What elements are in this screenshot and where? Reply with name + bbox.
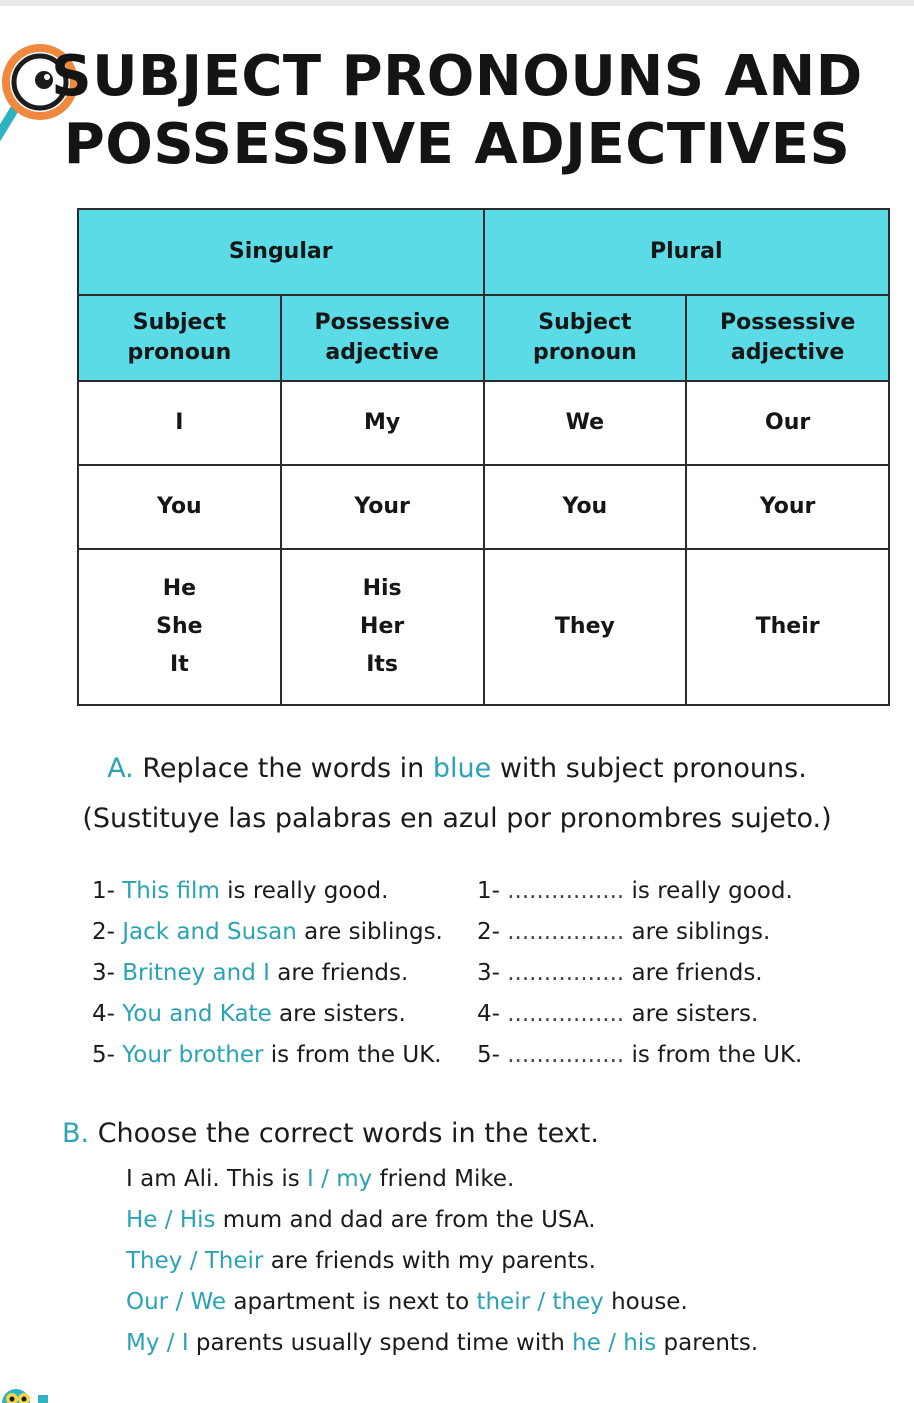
section-a-instruction: A. Replace the words in blue with subject pronouns. [107, 753, 807, 784]
top-edge-bar [0, 0, 914, 6]
sentence-text: mum and dad are from the USA. [215, 1207, 596, 1233]
list-item [126, 1248, 758, 1289]
answer-blank[interactable]: ................ [507, 1042, 625, 1068]
list-item [126, 1289, 758, 1330]
answer-blank[interactable]: ................ [507, 1001, 625, 1027]
subheader-singular-subject: Subject pronoun [78, 295, 281, 381]
table-cell: We [484, 381, 687, 465]
header-singular: Singular [78, 209, 484, 295]
table-cell: My [281, 381, 484, 465]
word-choice[interactable]: My / I [126, 1330, 189, 1356]
word-choice[interactable]: their / they [476, 1289, 604, 1315]
page-title-line-2: POSSESSIVE ADJECTIVES [63, 112, 851, 177]
sentence-text: apartment is next to [226, 1289, 477, 1315]
table-cell: His Her Its [281, 549, 484, 705]
exercise-b-text [126, 1166, 758, 1371]
table-row [78, 381, 889, 465]
subheader-plural-possessive: Possessive adjective [686, 295, 889, 381]
table-cell: They [484, 549, 687, 705]
sentence-text: parents usually spend time with [188, 1330, 573, 1356]
table-cell: I [78, 381, 281, 465]
section-b-instruction: B. Choose the correct words in the text. [62, 1118, 599, 1149]
sentence-text: house. [603, 1289, 688, 1315]
sentence-text: I am Ali. This is [126, 1166, 308, 1192]
subheader-singular-possessive: Possessive adjective [281, 295, 484, 381]
header-plural: Plural [484, 209, 890, 295]
table-cell: Our [686, 381, 889, 465]
answer-blank[interactable]: ................ [507, 960, 625, 986]
word-choice[interactable]: They / Their [126, 1248, 264, 1274]
answer-blank[interactable]: ................ [507, 919, 625, 945]
word-choice[interactable]: He / His [126, 1207, 216, 1233]
sentence-text: parents. [656, 1330, 759, 1356]
word-choice[interactable]: I / my [307, 1166, 373, 1192]
table-cell: He She It [78, 549, 281, 705]
list-item [126, 1330, 758, 1371]
mascot-icon [0, 1383, 56, 1403]
subheader-plural-subject: Subject pronoun [484, 295, 687, 381]
list-item [126, 1207, 758, 1248]
answer-blank[interactable]: ................ [507, 878, 625, 904]
table-cell: You [78, 465, 281, 549]
sentence-text: are friends with my parents. [263, 1248, 596, 1274]
table-cell: Your [281, 465, 484, 549]
table-row [78, 465, 889, 549]
table-row [78, 549, 889, 705]
section-a-translation: (Sustituye las palabras en azul por pronombres sujeto.) [82, 803, 832, 834]
table-cell: Their [686, 549, 889, 705]
list-item [126, 1166, 758, 1207]
word-choice[interactable]: he / his [572, 1330, 657, 1356]
table-cell: Your [686, 465, 889, 549]
table-cell: You [484, 465, 687, 549]
pronoun-table [77, 208, 890, 706]
sentence-text: friend Mike. [372, 1166, 515, 1192]
page-title-line-1: SUBJECT PRONOUNS AND [51, 44, 863, 109]
word-choice[interactable]: Our / We [126, 1289, 227, 1315]
